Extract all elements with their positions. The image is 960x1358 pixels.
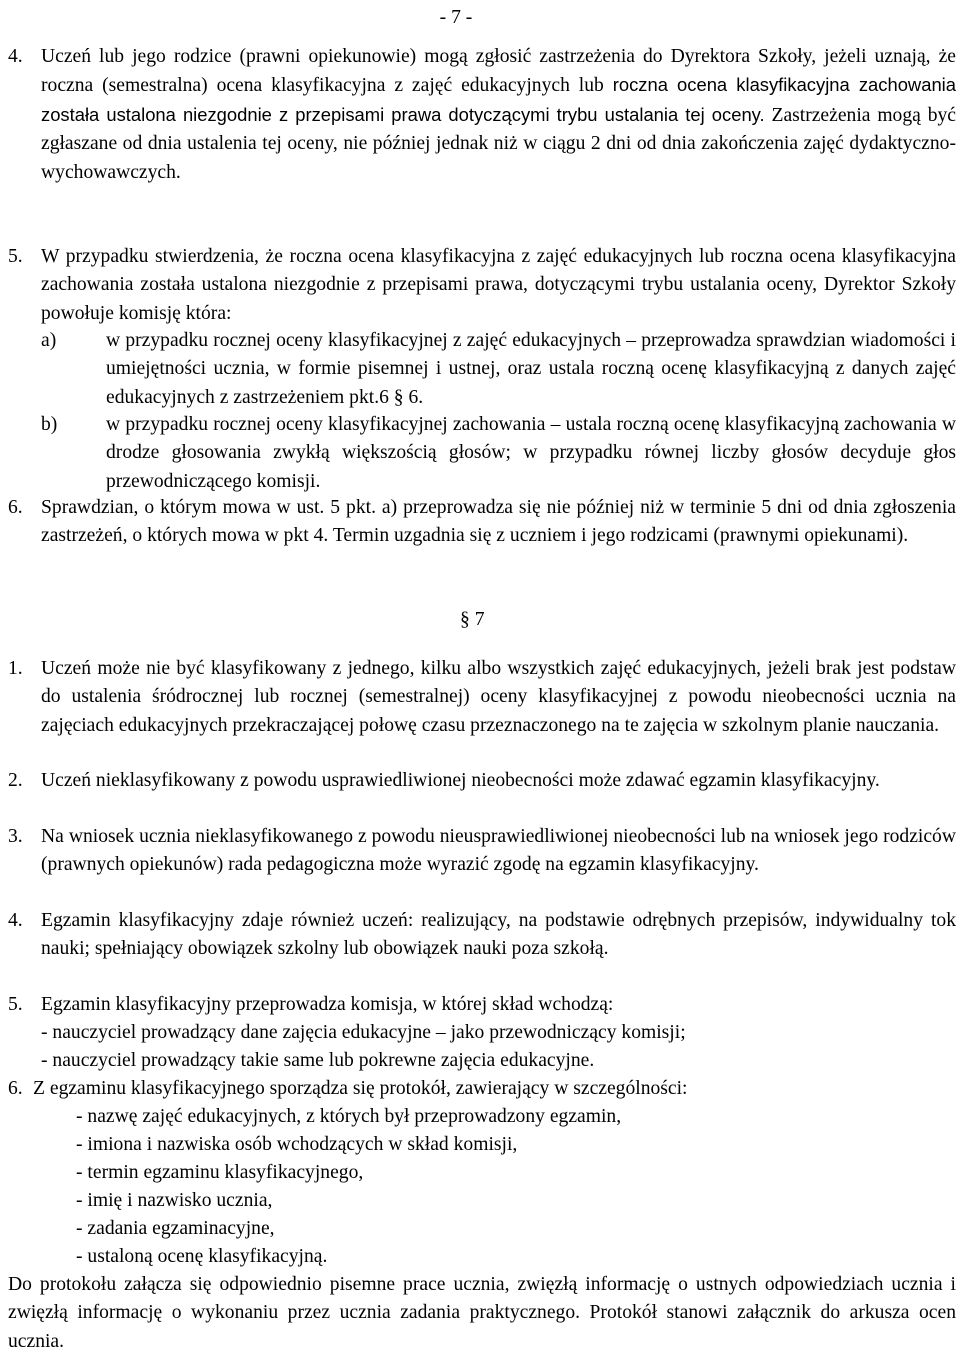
item-text: Egzamin klasyfikacyjny zdaje również uczeń: realizujący, na podstawie odrębnych przepisów, indywidualny tok nauki; spełniający obowiązek szkolny lub obowiązek nauki poza szkołą. <box>41 910 956 960</box>
item-text-part-b: Zastrzeżenia mogą być zgłaszane od dnia ustalenia tej oceny, nie później jednak niż w ciągu 2 dni od dnia zakończenia zajęć dydaktyczno-wychowawczych. <box>41 104 956 183</box>
commission-member-second: - nauczyciel prowadzący takie same lub pokrewne zajęcia edukacyjne. <box>41 1050 595 1071</box>
item-text: Uczeń może nie być klasyfikowany z jednego, kilku albo wszystkich zajęć edukacyjnych, jeżeli brak jest podstaw do ustalenia śródrocznej lub rocznej (semestralnej) oceny klasyfikacyjnej z powodu nieobecności ucznia na zajęciach edukacyjnych przekraczającej połowę czasu przeznaczonego na te zajęcia w szkolnym planie nauczania. <box>41 658 956 736</box>
protocol-list-item: - nazwę zajęć edukacyjnych, z których był przeprowadzony egzamin, <box>76 1106 622 1127</box>
sub-item-letter: a) <box>41 330 57 351</box>
section-heading: § 7 <box>460 609 485 630</box>
protocol-list-item: - imiona i nazwiska osób wchodzących w skład komisji, <box>76 1134 518 1155</box>
page-number: - 7 - <box>439 7 473 28</box>
item-text <box>41 43 956 187</box>
paragraph-4-who-takes-exam <box>8 907 956 964</box>
item-number: 1. <box>8 658 23 679</box>
item-number: 4. <box>8 46 23 67</box>
item-number: 6. <box>8 497 23 518</box>
sub-item-a <box>41 327 956 412</box>
sub-item-text: w przypadku rocznej oceny klasyfikacyjnej zachowania – ustala roczną ocenę klasyfikacyjną zachowania w drodze głosowania zwykłą większością głosów; w przypadku równej liczby głosów decyduje głos przewodniczącego komisji. <box>106 414 956 492</box>
item-number: 3. <box>8 826 23 847</box>
item-text: Na wniosek ucznia nieklasyfikowanego z powodu nieusprawiedliwionej nieobecności lub na wniosek jego rodziców (prawnych opiekunów) rada pedagogiczna może wyrazić zgodę na egzamin klasyfikacyjny. <box>41 826 956 876</box>
item-number: 4. <box>8 910 23 931</box>
item-text: Egzamin klasyfikacyjny przeprowadza komisja, w której skład wchodzą: <box>41 994 614 1015</box>
paragraph-5-exam-commission <box>8 991 956 1019</box>
sub-item-text: w przypadku rocznej oceny klasyfikacyjnej z zajęć edukacyjnych – przeprowadza sprawdzian wiadomości i umiejętności ucznia, w formie pisemnej i ustnej, oraz ustala roczną ocenę klasyfikacyjną z danych zajęć edukacyjnych z zastrzeżeniem pkt.6 § 6. <box>106 330 956 408</box>
paragraph-5-commission <box>8 243 956 328</box>
paragraph-6-protocol <box>8 1075 956 1103</box>
protocol-list-item: - zadania egzaminacyjne, <box>76 1218 275 1239</box>
item-number: 2. <box>8 770 23 791</box>
protocol-list-item: - termin egzaminu klasyfikacyjnego, <box>76 1162 364 1183</box>
item-text-part-sans: roczna ocena klasyfikacyjna zachowania została ustalona niezgodnie z przepisami prawa dotyczącymi trybu ustalania tej oceny. <box>41 74 956 125</box>
protocol-list-item: - imię i nazwisko ucznia, <box>76 1190 273 1211</box>
paragraph-1-unclassified <box>8 655 956 740</box>
paragraph-2-excused <box>8 767 956 795</box>
sub-item-b <box>41 411 956 496</box>
item-text: W przypadku stwierdzenia, że roczna ocena klasyfikacyjna z zajęć edukacyjnych lub roczna ocena klasyfikacyjna zachowania została ustalona niezgodnie z przepisami prawa, dotyczącymi trybu ustalania oceny, Dyrektor Szkoły powołuje komisję która: <box>41 246 956 324</box>
closing-paragraph: Do protokołu załącza się odpowiednio pisemne prace ucznia, zwięzłą informację o ustnych odpowiedziach ucznia i zwięzłą informację o wykonaniu przez ucznia zadania praktycznego. Protokół stanowi załącznik do arkusza ocen ucznia. <box>8 1274 956 1352</box>
item-text-part-a: Uczeń lub jego rodzice (prawni opiekunowie) mogą zgłosić zastrzeżenia do Dyrektora Szkoły, jeżeli uznają, że roczna (semestralna) ocena klasyfikacyjna z zajęć edukacyjnych lub <box>41 46 956 97</box>
item-text: Sprawdzian, o którym mowa w ust. 5 pkt. a) przeprowadza się nie później niż w terminie 5 dni od dnia zgłoszenia zastrzeżeń, o których mowa w pkt 4. Termin uzgadnia się z uczniem i jego rodzicami (prawnymi opiekunami). <box>41 497 956 547</box>
commission-member-chair: - nauczyciel prowadzący dane zajęcia edukacyjne – jako przewodniczący komisji; <box>41 1022 686 1043</box>
paragraph-4-objections <box>8 43 956 187</box>
paragraph-6-exam-date <box>8 494 956 551</box>
item-number: 5. <box>8 246 23 267</box>
protocol-list-item: - ustaloną ocenę klasyfikacyjną. <box>76 1246 328 1267</box>
item-number: 6. <box>8 1078 23 1099</box>
item-number: 5. <box>8 994 23 1015</box>
item-text: Z egzaminu klasyfikacyjnego sporządza się protokół, zawierający w szczególności: <box>33 1078 688 1099</box>
sub-item-letter: b) <box>41 414 58 435</box>
paragraph-3-unexcused <box>8 823 956 880</box>
item-text: Uczeń nieklasyfikowany z powodu usprawiedliwionej nieobecności może zdawać egzamin klasyfikacyjny. <box>41 770 880 791</box>
